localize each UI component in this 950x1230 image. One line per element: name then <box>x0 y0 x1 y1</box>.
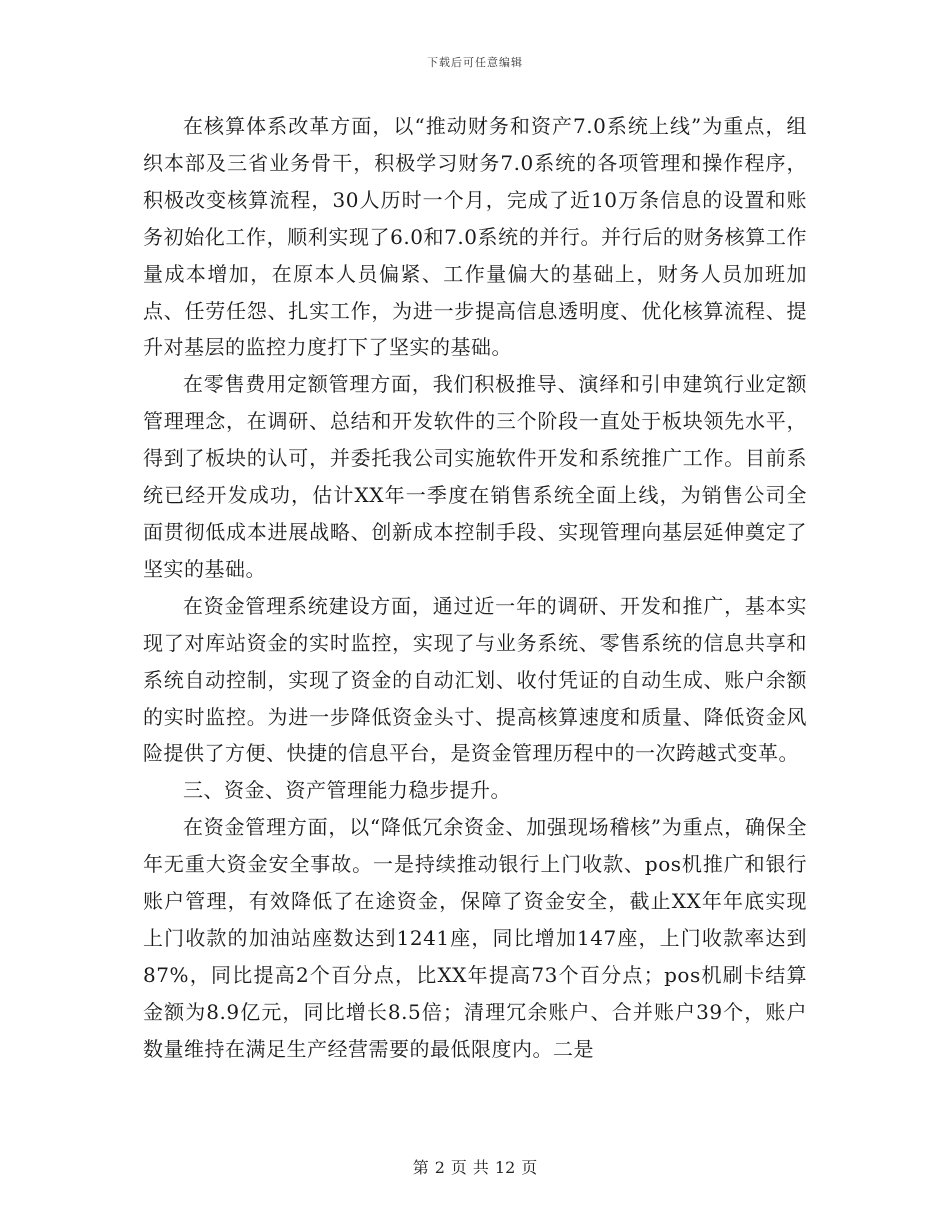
paragraph-fund-management: 在资金管理方面，以“降低冗余资金、加强现场稽核”为重点，确保全年无重大资金安全事故。一是持续推动银行上门收款、pos机推广和银行账户管理，有效降低了在途资金，保障了资金安全，截止XX年年底实现上门收款的加油站座数达到1241座，同比增加147座，上门收款率达到87%，同比提高2个百分点，比XX年提高73个百分点；pos机刷卡结算金额为8.9亿元，同比增长8.5倍；清理冗余账户、合并账户39个，账户数量维持在满足生产经营需要的最低限度内。二是 <box>143 815 807 1061</box>
footer-page-number: 2 <box>434 1158 445 1177</box>
footer-total-pages: 12 <box>494 1158 516 1177</box>
footer-total-label: 共 <box>472 1158 489 1177</box>
page-footer <box>0 1155 950 1178</box>
document-body <box>143 108 807 1068</box>
paragraph-fund-system: 在资金管理系统建设方面，通过近一年的调研、开发和推广，基本实现了对库站资金的实时监控，实现了与业务系统、零售系统的信息共享和系统自动控制，实现了资金的自动汇划、收付凭证的自动生成、账户余额的实时监控。为进一步降低资金头寸、提高核算速度和质量、降低资金风险提供了方便、快捷的信息平台，是资金管理历程中的一次跨越式变革。 <box>143 593 807 766</box>
paragraph-accounting-reform: 在核算体系改革方面，以“推动财务和资产7.0系统上线”为重点，组织本部及三省业务骨干，积极学习财务7.0系统的各项管理和操作程序，积极改变核算流程，30人历时一个月，完成了近10万条信息的设置和账务初始化工作，顺利实现了6.0和7.0系统的并行。并行后的财务核算工作量成本增加，在原本人员偏紧、工作量偏大的基础上，财务人员加班加点、任劳任怨、扎实工作，为进一步提高信息透明度、优化核算流程、提升对基层的监控力度打下了坚实的基础。 <box>143 114 807 360</box>
section-heading: 三、资金、资产管理能力稳步提升。 <box>183 778 511 803</box>
paragraph-retail-quota: 在零售费用定额管理方面，我们积极推导、演绎和引申建筑行业定额管理理念，在调研、总结和开发软件的三个阶段一直处于板块领先水平，得到了板块的认可，并委托我公司实施软件开发和系统推广工作。目前系统已经开发成功，估计XX年一季度在销售系统全面上线，为销售公司全面贯彻低成本进展战略、创新成本控制手段、实现管理向基层延伸奠定了坚实的基础。 <box>143 372 807 581</box>
footer-middle: 页 <box>450 1158 467 1177</box>
footer-prefix: 第 <box>412 1158 429 1177</box>
page-header: 下载后可任意编辑 <box>427 56 523 69</box>
footer-suffix: 页 <box>521 1158 538 1177</box>
